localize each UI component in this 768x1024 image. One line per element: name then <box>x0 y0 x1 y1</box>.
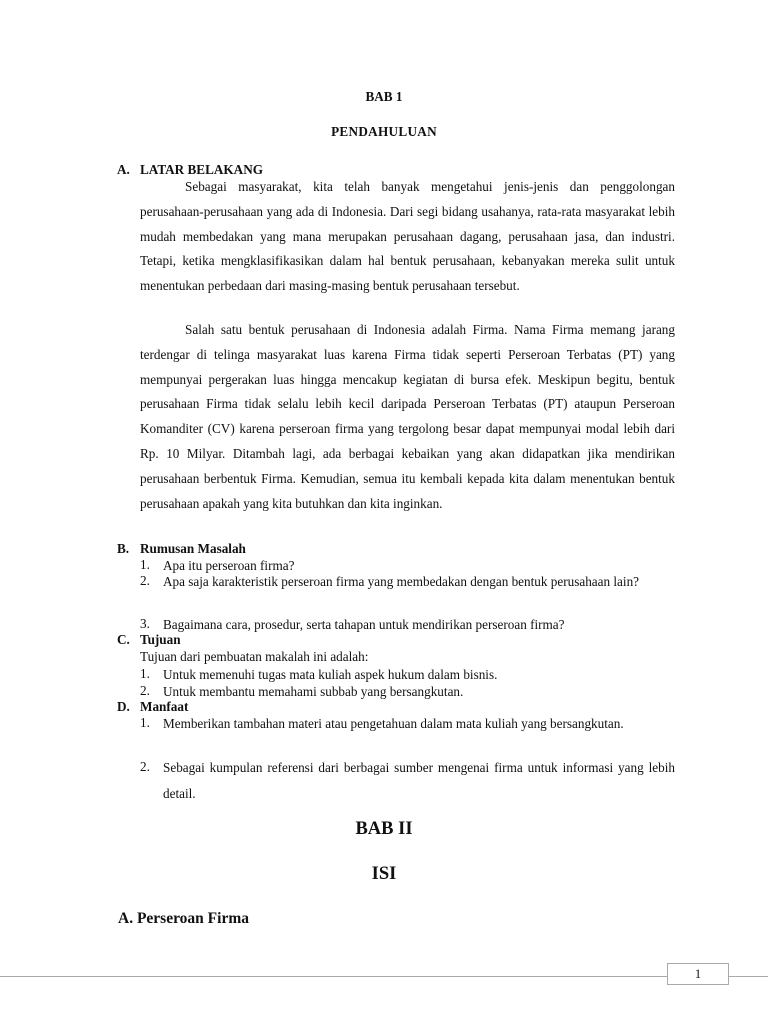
list-item-number: 1. <box>140 666 150 681</box>
list-item-number: 2. <box>140 683 150 698</box>
subsection-heading: A. Perseroan Firma <box>118 910 249 927</box>
section-c-title: Tujuan <box>140 632 181 647</box>
section-c-intro: Tujuan dari pembuatan makalah ini adalah: <box>140 649 369 664</box>
section-b-title: Rumusan Masalah <box>140 541 246 556</box>
list-item: Bagaimana cara, prosedur, serta tahapan untuk mendirikan perseroan firma? <box>163 617 565 632</box>
chapter-1-heading: BAB 1 <box>365 89 403 104</box>
section-d-title: Manfaat <box>140 699 189 714</box>
section-d-letter: D. <box>117 699 130 714</box>
page-number: 1 <box>667 963 729 985</box>
section-a-paragraph-1: Sebagai masyarakat, kita telah banyak mengetahui jenis-jenis dan penggolongan perusahaan-perusahaan yang ada di Indonesia. Dari segi bidang usahanya, rata-rata masyarakat lebih mudah membedakan yang mana merupakan perusahaan dagang, perusahaan jasa, dan industri. Tetapi, ketika mengklasifikasikan dalam hal bentuk perusahaan, kebanyakan mereka sulit untuk menentukan perbedaan dari masing-masing bentuk perusahaan tersebut. <box>140 179 675 294</box>
list-item-number: 1. <box>140 715 150 730</box>
list-item-number: 2. <box>140 573 150 588</box>
list-item-number: 1. <box>140 557 150 572</box>
list-item: Sebagai kumpulan referensi dari berbagai sumber mengenai firma untuk informasi yang lebih detail. <box>163 760 675 801</box>
list-item: Memberikan tambahan materi atau pengetahuan dalam mata kuliah yang bersangkutan. <box>163 716 624 731</box>
section-c-letter: C. <box>117 632 130 647</box>
list-item: Untuk memenuhi tugas mata kuliah aspek hukum dalam bisnis. <box>163 667 498 682</box>
list-item: Untuk membantu memahami subbab yang bersangkutan. <box>163 684 464 699</box>
section-b-letter: B. <box>117 541 130 556</box>
section-a-letter: A. <box>117 162 130 177</box>
footer-divider <box>0 976 768 977</box>
section-a-title: LATAR BELAKANG <box>140 162 263 177</box>
section-a-paragraph-2: Salah satu bentuk perusahaan di Indonesia adalah Firma. Nama Firma memang jarang terdengar di telinga masyarakat luas karena Firma tidak seperti Perseroan Terbatas (PT) yang mempunyai pergerakan luas hingga mencakup kegiatan di bursa efek. Meskipun begitu, bentuk perusahaan Firma tidak selalu lebih kecil daripada Perseroan Terbatas (PT) ataupun Perseroan Komanditer (CV) karena perseroan firma yang tergolong besar dapat mempunyai modal lebih dari Rp. 10 Milyar. Ditambah lagi, ada berbagai kebaikan yang akan didapatkan jika mendirikan perusahaan berbentuk Firma. Kemudian, semua itu kembali kepada kita dalam menentukan bentuk perusahaan apakah yang kita butuhkan dan kita inginkan. <box>140 322 675 511</box>
chapter-2-title: ISI <box>371 864 397 884</box>
list-item: Apa saja karakteristik perseroan firma yang membedakan dengan bentuk perusahaan lain? <box>163 574 640 589</box>
list-item-number: 2. <box>140 759 150 774</box>
chapter-1-title: PENDAHULUAN <box>331 124 437 139</box>
chapter-2-heading: BAB II <box>355 819 413 839</box>
list-item: Apa itu perseroan firma? <box>163 558 295 573</box>
list-item-number: 3. <box>140 616 150 631</box>
